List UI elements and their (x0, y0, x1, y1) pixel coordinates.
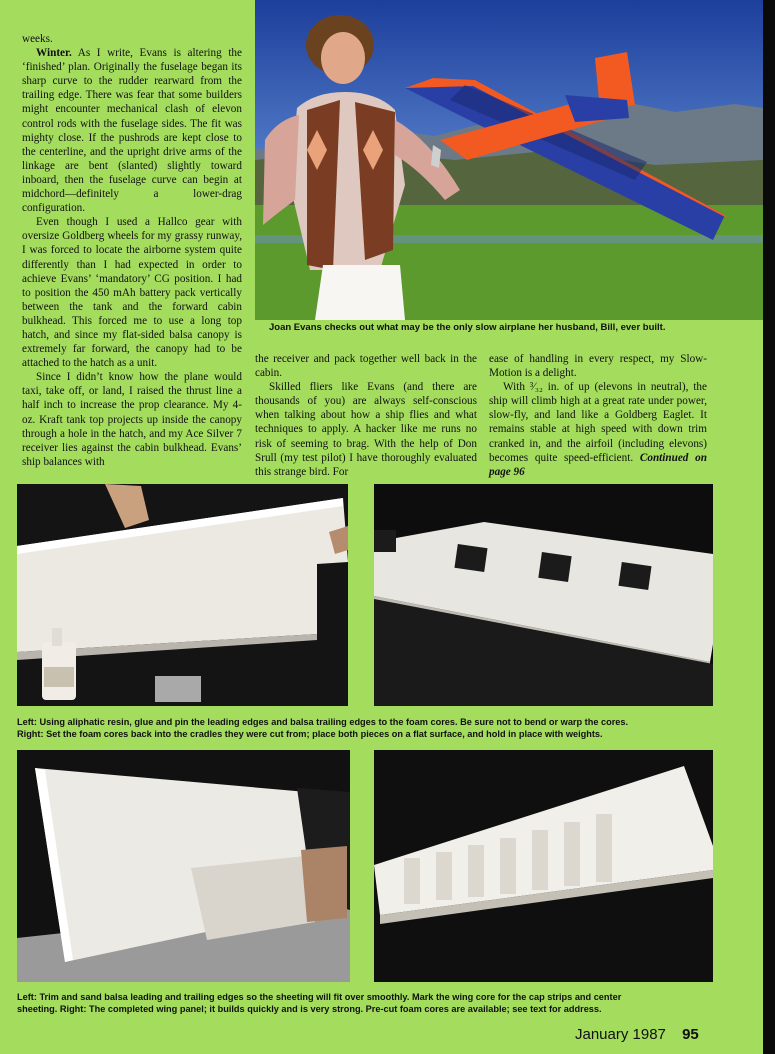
row1-caption (17, 716, 752, 740)
section-heading: Winter. (36, 47, 72, 60)
paragraph-text: As I write, Evans is altering the ‘finished’ plan. Originally the fuselage began its sharp curve to the rudder rearward from the trailing edge. There was fear that some builders might encounter mechanical clash of elevon control rods with the fuselage sides. The fit was mighty close. If the pushrods are kept close to the centerline, and the upright drive arms of the linkage are bent (slanted) slightly toward inboard, then the fuselage curve can begin at midchord—definitely a lower-drag configuration. (22, 47, 242, 215)
page-edge-bar (763, 0, 775, 1054)
issue-date: January 1987 (575, 1026, 666, 1043)
continued-note: Continued on page 96 (489, 451, 707, 478)
paragraph: Even though I used a Hallco gear with oversize Goldberg wheels for my grassy runway, I was forced to locate the airborne system quite differently than I had expected in order to achieve Evans’ ‘mandatory’ CG position. I had to position the 450 mAh battery pack vertically between the tank and the forward cabin bulkhead. This forced me to use a long top hatch, and since my flat-sided balsa canopy is extremely far forward, the canopy had to be attached to the hatch as a unit. (22, 216, 242, 370)
caption-left: Left: Using aliphatic resin, glue and pin the leading edges and balsa trailing edges to the foam cores. Be sure not to bend or warp the cores. (17, 717, 629, 727)
photo-completed-panel (374, 750, 713, 982)
page-footer (575, 1026, 699, 1043)
caption-right: Right: Set the foam cores back into the cradles they were cut from; place both pieces on a flat surface, and hold in place with weights. (17, 729, 603, 740)
paragraph: ease of handling in every respect, my Slow-Motion is a delight. (489, 353, 707, 380)
photo-trim-and-sand (17, 750, 350, 982)
paragraph: Skilled fliers like Evans (and there are thousands of you) are always self-conscious when talking about how a ship flies and what techniques to apply. A hacker like me runs no risk of seeming to brag. With the help of Don Srull (my test pilot) I have thoroughly evaluated this strange bird. For (255, 381, 477, 478)
paragraph (22, 46, 242, 215)
caption-line: sheeting. Right: The completed wing panel; it builds quickly and is very strong. Pre-cut foam cores are available; see text for address. (17, 1004, 602, 1015)
paragraph (489, 380, 707, 479)
article-column-3 (489, 352, 707, 479)
article-column-1 (22, 32, 242, 469)
paragraph-text: With ³⁄₃₂ in. of up (elevons in neutral), the ship will climb high at a great rate under power, slow-fly, and land like a Goldberg Eaglet. It remains stable at high speed with down trim cranked in, and the airfoil (including elevons) becomes quite speed-efficient. (489, 381, 707, 464)
paragraph: the receiver and pack together well back in the cabin. (255, 353, 477, 380)
main-photo-caption: Joan Evans checks out what may be the only slow airplane her husband, Bill, ever built. (269, 322, 666, 333)
article-column-2 (255, 352, 477, 479)
caption-line: Left: Trim and sand balsa leading and trailing edges so the sheeting will fit over smoothly. Mark the wing core for the cap strips and center (17, 992, 622, 1002)
row2-caption (17, 991, 757, 1015)
photo-cores-in-cradles (374, 484, 713, 706)
paragraph: weeks. (22, 33, 53, 45)
page-number: 95 (682, 1026, 699, 1043)
main-photo (255, 0, 763, 320)
photo-glue-leading-edge (17, 484, 348, 706)
paragraph: Since I didn’t know how the plane would taxi, take off, or land, I raised the thrust line a half inch to increase the prop clearance. My 4-oz. Kraft tank top projects up inside the canopy through a hole in the hatch, and my Ace Silver 7 receiver lies against the cabin bulkhead. Evans’ ship balances with (22, 371, 242, 468)
